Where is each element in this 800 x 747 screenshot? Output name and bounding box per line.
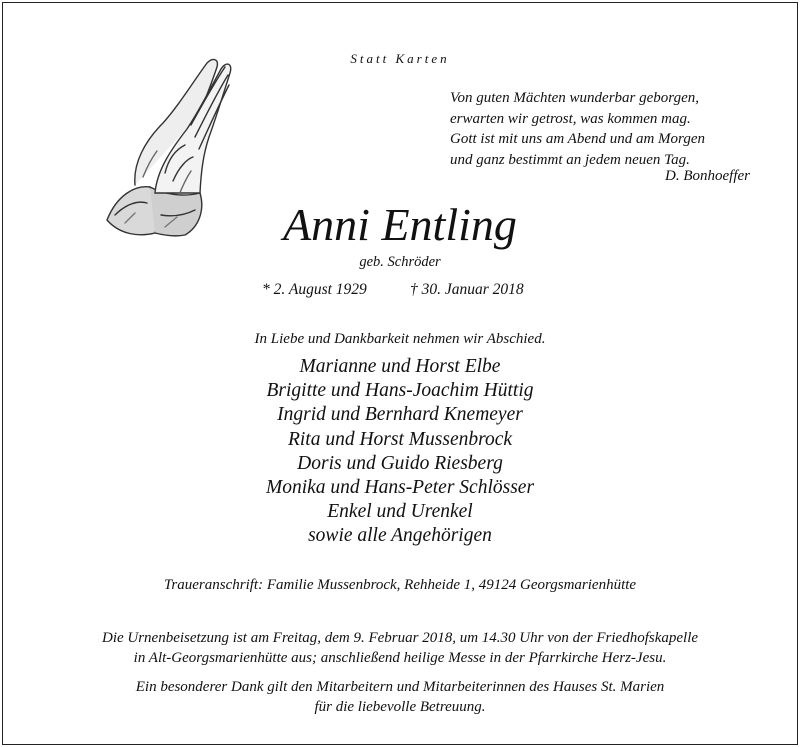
list-item: Monika und Hans-Peter Schlösser [265,477,535,499]
list-item: sowie alle Angehörigen [308,525,492,547]
poem-line: Gott ist mit uns am Abend und am Morgen [450,131,705,147]
list-item: Doris und Guido Riesberg [297,452,503,474]
deceased-name: Anni Entling [283,199,517,250]
maiden-name: geb. Schröder [359,254,441,270]
poem-author: D. Bonhoeffer [665,168,750,184]
death-date: † 30. Januar 2018 [410,281,524,298]
mourners-list [0,355,800,549]
funeral-notice [0,628,800,668]
list-item: Brigitte und Hans-Joachim Hüttig [266,380,534,402]
list-item: Ingrid und Bernhard Knemeyer [277,404,523,426]
thanks-note [0,677,800,717]
mourning-address: Traueranschrift: Familie Mussenbrock, Rehheide 1, 49124 Georgsmarienhütte [163,577,637,593]
farewell-line: In Liebe und Dankbarkeit nehmen wir Abschied. [254,331,546,347]
statt-karten-heading: Statt Karten [350,51,450,66]
poem-line: Von guten Mächten wunderbar geborgen, [450,90,699,106]
poem-line: erwarten wir getrost, was kommen mag. [450,110,691,127]
list-item: Rita und Horst Mussenbrock [287,428,513,450]
thanks-line: für die liebevolle Betreuung. [314,699,486,715]
birth-date: * 2. August 1929 [262,281,367,298]
list-item: Enkel und Urenkel [327,501,473,523]
poem [450,88,705,170]
funeral-notice-line: in Alt-Georgsmarienhütte aus; anschließend heilige Messe in der Pfarrkirche Herz-Jesu. [133,650,667,666]
thanks-line: Ein besonderer Dank gilt den Mitarbeitern und Mitarbeiterinnen des Hauses St. Marien [135,679,665,695]
poem-line: und ganz bestimmt an jedem neuen Tag. [450,151,690,168]
funeral-notice-line: Die Urnenbeisetzung ist am Freitag, dem 9. Februar 2018, um 14.30 Uhr von der Friedhofskapelle [101,630,699,646]
list-item: Marianne und Horst Elbe [299,356,501,377]
